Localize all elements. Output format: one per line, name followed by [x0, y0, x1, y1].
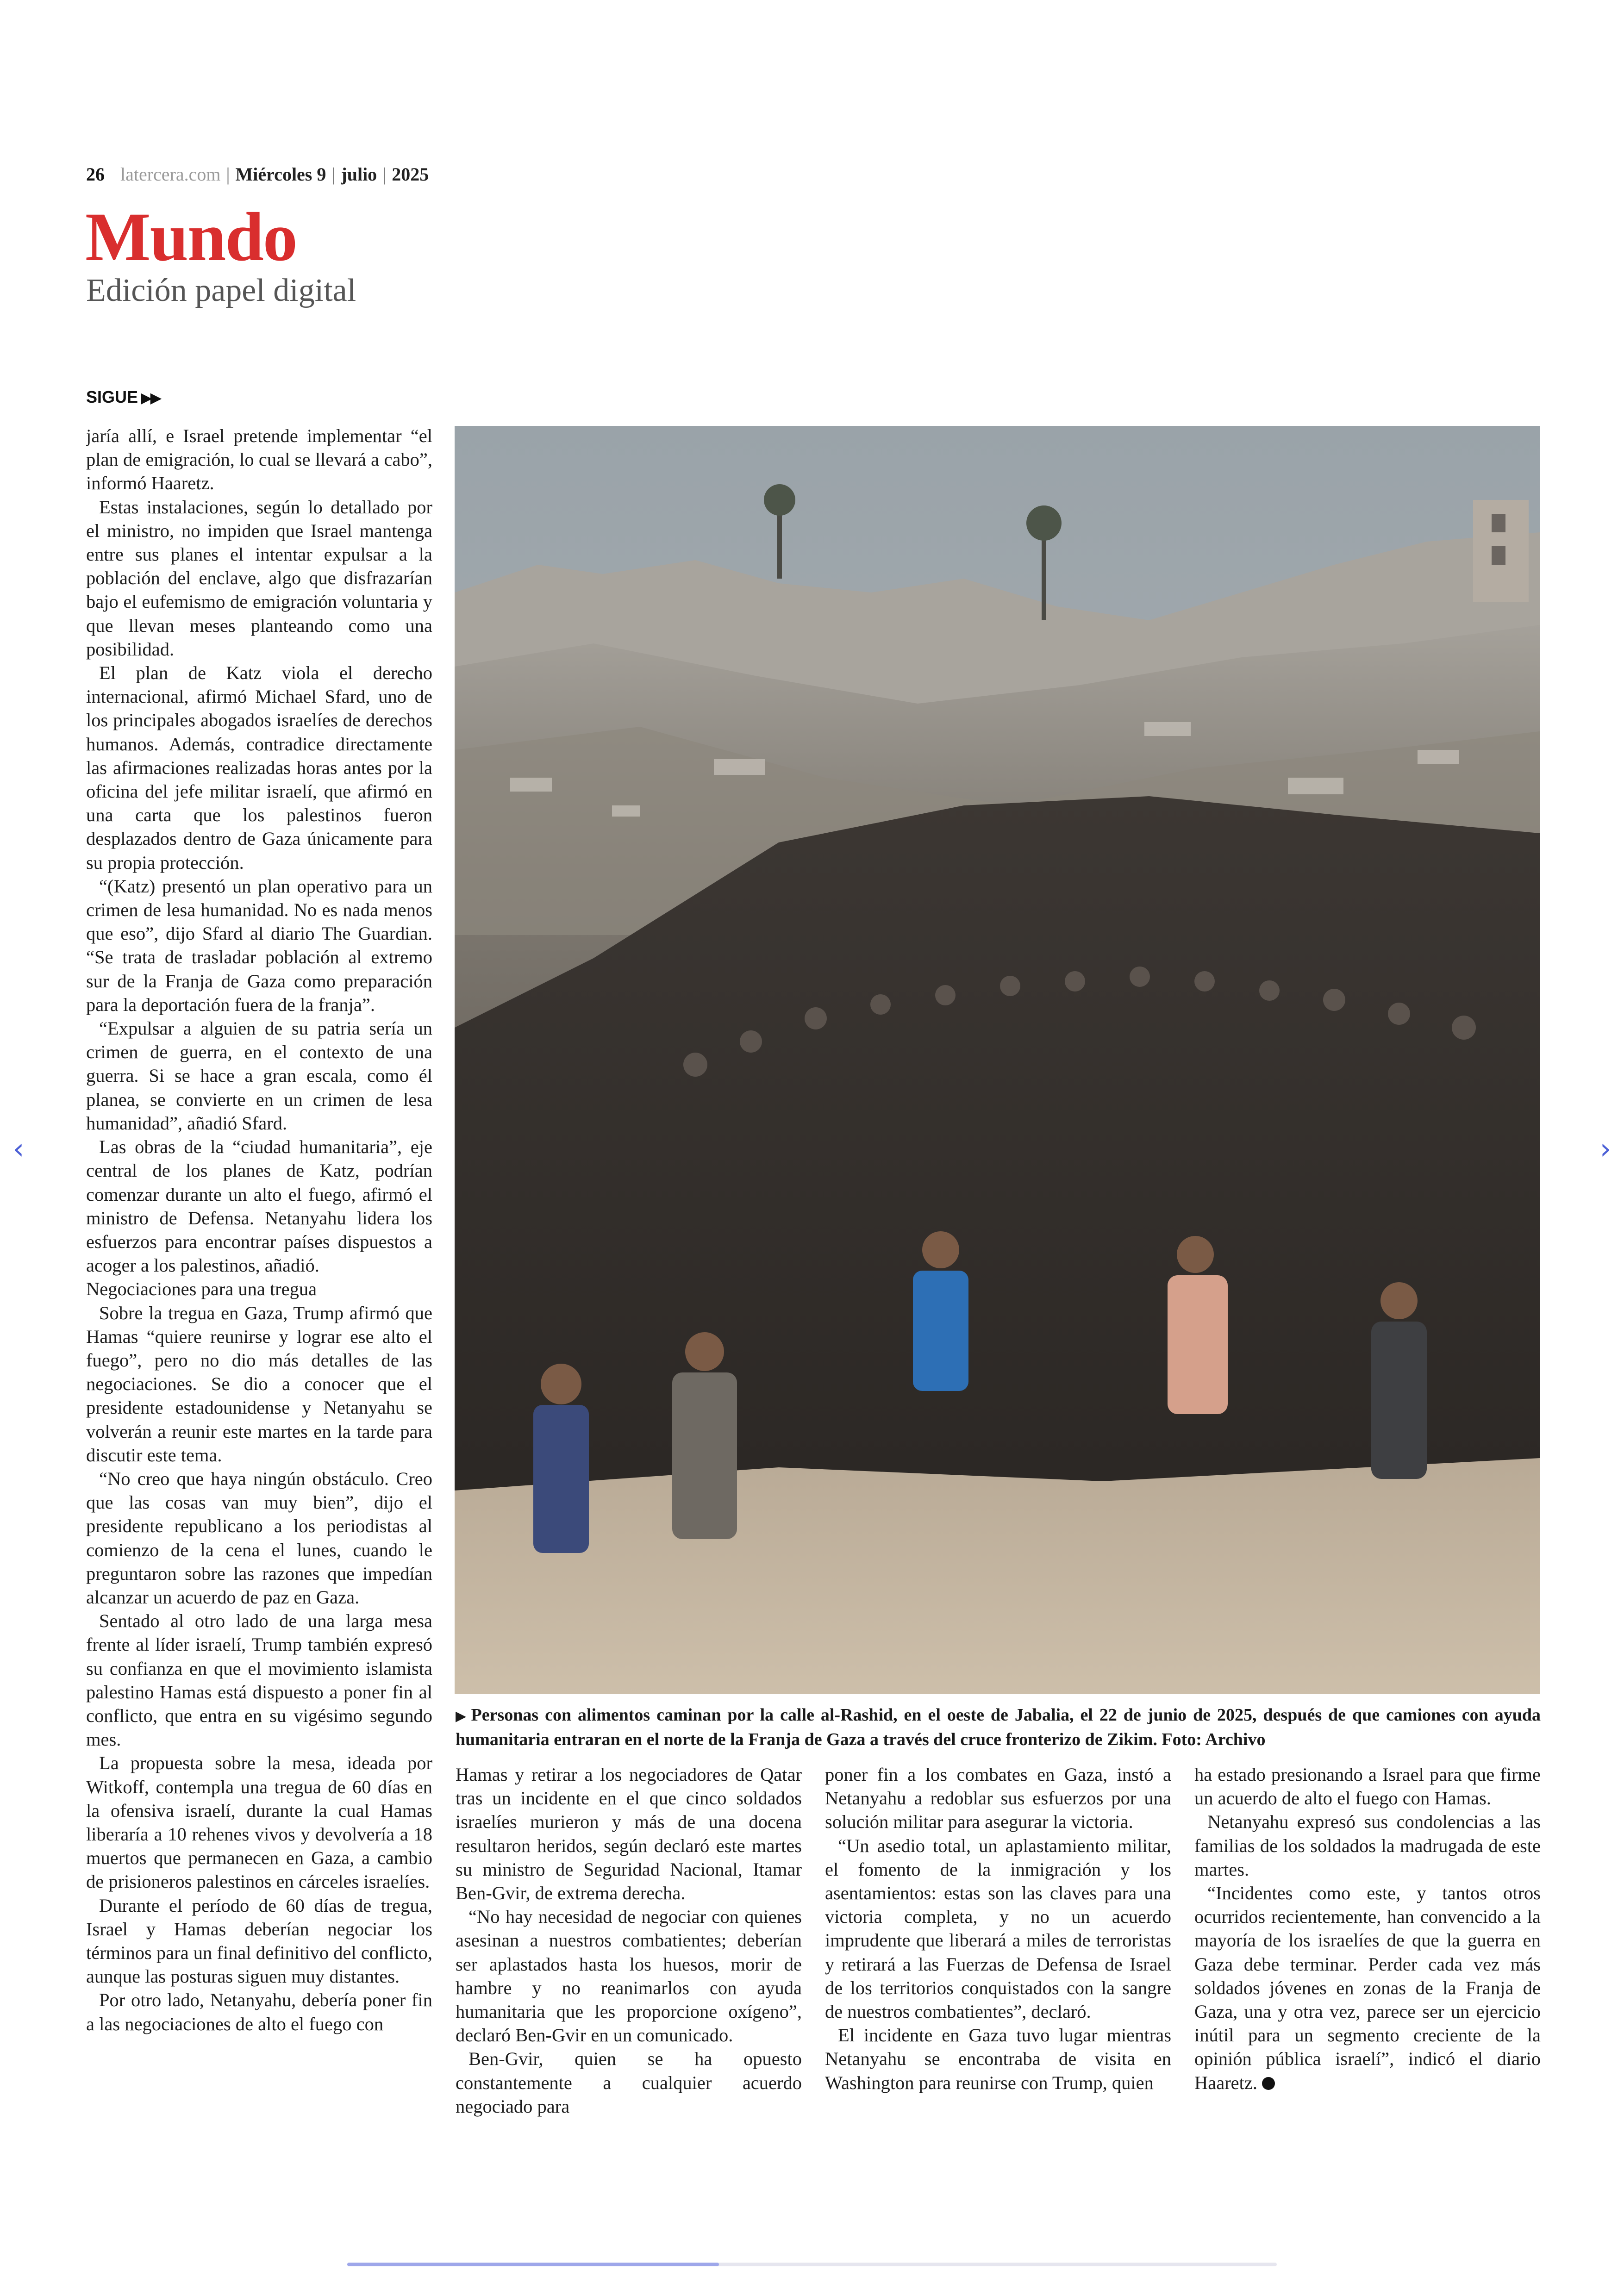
article-paragraph: jaría allí, e Israel pretende implementar “el plan de emigración, lo cual se llevará a cabo”, informó Haaretz.	[86, 425, 432, 494]
article-paragraph: Ben-Gvir, quien se ha opuesto constantemente a cualquier acuerdo negociado para	[456, 2048, 802, 2117]
article-paragraph: “No creo que haya ningún obstáculo. Creo que las cosas van muy bien”, dijo el presidente republicano a los periodistas al comienzo de la cena el lunes, cuando le preguntaron sobre las razones que impedían alcanzar un acuerdo de paz en Gaza.	[86, 1468, 432, 1608]
article-paragraph: Hamas y retirar a los negociadores de Qatar tras un incidente en el que cinco soldados israelíes murieron y más de una docena resultaron heridos, según declaró este martes su ministro de Seguridad Nacional, Itamar Ben-Gvir, de extrema derecha.	[456, 1764, 802, 1904]
article-column-4	[1194, 1763, 1541, 2133]
article-paragraph: La propuesta sobre la mesa, ideada por Witkoff, contempla una tregua de 60 días en la ofensiva israelí, durante la cual Hamas liberaría a 10 rehenes vivos y devolvería a 18 muertos que permanecen en Gaza, a cambio de prisioneros palestinos en cárceles israelíes.	[86, 1752, 432, 1892]
article-paragraph: Por otro lado, Netanyahu, debería poner fin a las negociaciones de alto el fuego con	[86, 1989, 432, 2034]
news-photo	[455, 426, 1540, 1694]
page-header	[86, 163, 429, 186]
article-paragraph: ha estado presionando a Israel para que firme un acuerdo de alto el fuego con Hamas.	[1194, 1764, 1541, 1809]
continued-text: SIGUE	[86, 387, 138, 406]
article-paragraph: El incidente en Gaza tuvo lugar mientras Netanyahu se encontraba de visita en Washington para reunirse con Trump, quien	[825, 2025, 1171, 2093]
header-day: Miércoles 9	[235, 164, 326, 185]
header-month: julio	[341, 164, 377, 185]
article-paragraph: El plan de Katz viola el derecho internacional, afirmó Michael Sfard, uno de los principales abogados israelíes de derechos humanos. Además, contradice directamente las afirmaciones realizadas horas antes por la oficina del jefe militar israelí, que afirmó en una carta que los palestinos fueron desplazados dentro de Gaza únicamente para su propia protección.	[86, 662, 432, 873]
photo-caption	[456, 1703, 1541, 1751]
article-paragraph: Sobre la tregua en Gaza, Trump afirmó que Hamas “quiere reunirse y lograr ese alto el fuego”, pero no dio más detalles de las negociaciones. Se dio a conocer que el presidente estadounidense y Netanyahu se volverán a reunir este martes en la tarde para discutir este tema.	[86, 1302, 432, 1466]
article-paragraph: Las obras de la “ciudad humanitaria”, eje central de los planes de Katz, podrían comenzar durante un alto el fuego, afirmó el ministro de Defensa. Netanyahu lidera los esfuerzos para encontrar países dispuestos a acoger a los palestinos, añadió.	[86, 1136, 432, 1276]
article-paragraph	[1194, 1881, 1541, 2095]
site-name: latercera.com	[120, 164, 221, 185]
header-separator: |	[382, 164, 387, 185]
article-paragraph: Sentado al otro lado de una larga mesa frente al líder israelí, Trump también expresó su confianza en que el movimiento islamista palestino Hamas está dispuesto a poner fin al conflicto, que entra en su vigésimo segundo mes.	[86, 1610, 432, 1750]
article-paragraph: poner fin a los combates en Gaza, instó a Netanyahu a redoblar sus esfuerzos por una solución militar para asegurar la victoria.	[825, 1764, 1171, 1833]
header-year: 2025	[392, 164, 429, 185]
article-paragraph: “Un asedio total, un aplastamiento militar, el fomento de la inmigración y los asentamientos: estas son las claves para una victoria completa, y no un acuerdo imprudente que liberará a miles de terroristas y retirará a las Fuerzas de Defensa de Israel de los territorios conquistados con la sangre de nuestros combatientes”, declaró.	[825, 1835, 1171, 2022]
header-separator: |	[331, 164, 336, 185]
article-subheading: Negociaciones para una tregua	[86, 1278, 317, 1300]
article-column-3	[825, 1763, 1171, 2133]
article-paragraph: “Expulsar a alguien de su patria sería un crimen de guerra, en el contexto de una guerra. Si se hace a gran escala, como él planea, se convierte en un crimen de lesa humanidad”, añadió Sfard.	[86, 1018, 432, 1134]
article-column-2	[456, 1763, 802, 2133]
caption-text: Personas con alimentos caminan por la calle al-Rashid, en el oeste de Jabalia, el 22 de junio de 2025, después de que camiones con ayuda humanitaria entraran en el norte de la Franja de Gaza a través del cruce fronterizo de Zikim. Foto: Archivo	[456, 1705, 1541, 1749]
section-subtitle: Edición papel digital	[86, 273, 356, 308]
end-of-article-icon	[1262, 2077, 1275, 2090]
article-paragraph: “No hay necesidad de negociar con quienes asesinan a nuestros combatientes; deberían ser aplastados hasta los huesos, morir de hambre y no reanimarlos con ayuda humanitaria que les proporcione oxígeno”, declaró Ben-Gvir en un comunicado.	[456, 1906, 802, 2046]
caption-arrow-icon: ▶	[456, 1709, 468, 1724]
article-paragraph: Netanyahu expresó sus condolencias a las familias de los soldados la madrugada de este martes.	[1194, 1811, 1541, 1880]
article-column-left	[86, 424, 432, 2132]
next-page-button[interactable]: ›	[1599, 1132, 1612, 1166]
continued-label	[86, 387, 160, 408]
page-number: 26	[86, 164, 105, 185]
page-progress-fill	[347, 2263, 719, 2266]
previous-page-button[interactable]: ‹	[12, 1132, 25, 1166]
article-paragraph: “(Katz) presentó un plan operativo para un crimen de lesa humanidad. No es nada menos que eso”, dijo Sfard al diario The Guardian. “Se trata de trasladar población al extremo sur de la Franja de Gaza como preparación para la deportación fuera de la franja”.	[86, 875, 432, 1015]
article-paragraph: Durante el período de 60 días de tregua, Israel y Hamas deberían negociar los términos para un final definitivo del conflicto, aunque las posturas siguen muy distantes.	[86, 1895, 432, 1987]
page-progress-bar[interactable]	[347, 2263, 1277, 2266]
article-paragraph-text: “Incidentes como este, y tantos otros ocurridos recientemente, han convencido a la mayoría de los israelíes de que la guerra en Gaza debe terminar. Perder cada vez más soldados jóvenes en zonas de la Franja de Gaza, una y otra vez, parece ser un ejercicio inútil para un segmento creciente de la opinión pública israelí”, indicó el diario Haaretz.	[1194, 1883, 1541, 2093]
header-separator: |	[226, 164, 230, 185]
article-paragraph: Estas instalaciones, según lo detallado por el ministro, no impiden que Israel mantenga entre sus planes el intentar expulsar a la población del enclave, algo que disfrazarían bajo el eufemismo de emigración voluntaria y que llevan meses planteando como una posibilidad.	[86, 496, 432, 660]
continued-arrows-icon: ▶▶	[141, 389, 160, 406]
section-title: Mundo	[85, 199, 297, 275]
